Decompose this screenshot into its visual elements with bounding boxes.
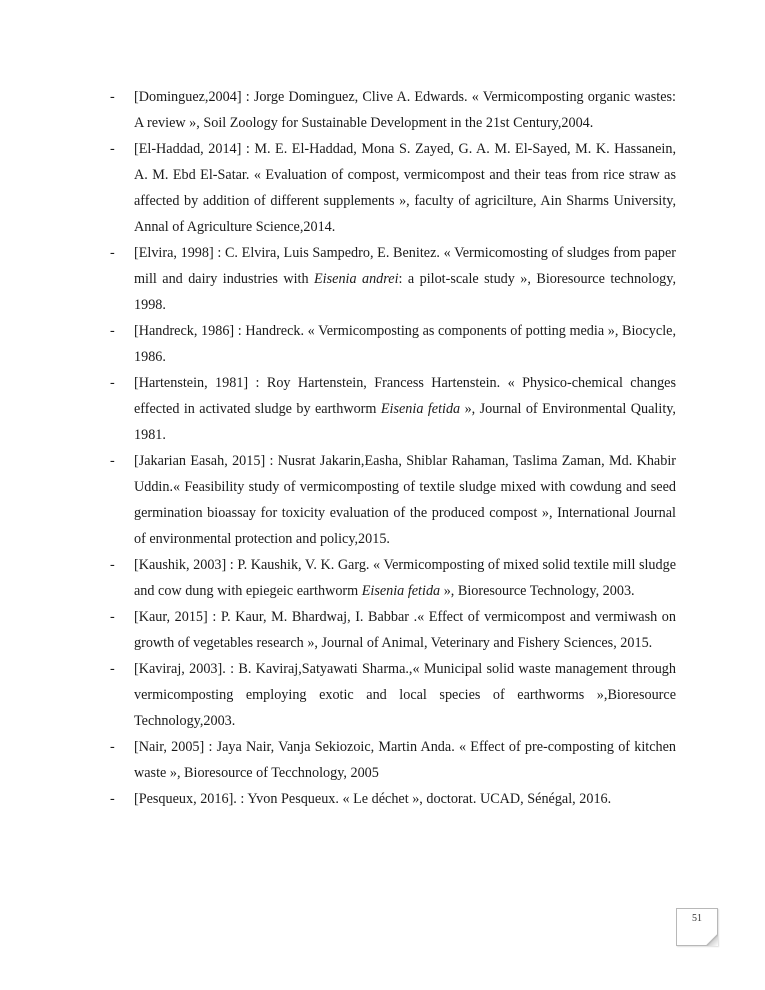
reference-text: [Elvira, 1998] : C. Elvira, Luis Sampedro, E. Benitez. « Vermicomosting of sludges from paper mill and dairy industries with [134, 245, 676, 287]
list-bullet: - [110, 323, 115, 339]
reference-item [110, 552, 676, 604]
reference-text: [Nair, 2005] : Jaya Nair, Vanja Sekiozoic, Martin Anda. « Effect of pre-composting of kitchen waste », Bioresource of Tecchnology, 2005 [134, 739, 676, 781]
reference-item [110, 318, 676, 370]
list-bullet: - [110, 453, 115, 469]
reference-text: [El-Haddad, 2014] : M. E. El-Haddad, Mona S. Zayed, G. A. M. El-Sayed, M. K. Hassanein, A. M. Ebd El-Satar. « Evaluation of compost, vermicompost and their teas from rice straw as affected by addition of different supplements », faculty of agricilture, Ain Sharms University, Annal of Agriculture Science,2014. [134, 141, 676, 235]
species-name-italic: Eisenia fetida [361, 583, 441, 599]
reference-text: [Hartenstein, 1981] : Roy Hartenstein, Francess Hartenstein. « Physico-chemical changes effected in activated sludge by earthworm [134, 375, 676, 417]
list-bullet: - [110, 89, 115, 105]
reference-text: [Jakarian Easah, 2015] : Nusrat Jakarin,Easha, Shiblar Rahaman, Taslima Zaman, Md. Khabir Uddin.« Feasibility study of vermicomposting of textile sludge mixed with cowdung and seed germination bioassay for toxicity evaluation of the produced compost », International Journal of environmental protection and policy,2015. [134, 453, 676, 547]
page-curl-decoration [706, 934, 718, 946]
page-number: 51 [692, 913, 702, 924]
list-bullet: - [110, 245, 115, 261]
list-bullet: - [110, 557, 115, 573]
reference-item [110, 240, 676, 318]
species-name-italic: Eisenia andrei [314, 271, 399, 287]
reference-text: [Pesqueux, 2016]. : Yvon Pesqueux. « Le déchet », doctorat. UCAD, Sénégal, 2016. [134, 791, 612, 807]
species-name-italic: Eisenia fetida [380, 401, 461, 417]
reference-text: [Handreck, 1986] : Handreck. « Vermicomposting as components of potting media », Biocycle, 1986. [134, 323, 676, 365]
reference-item [110, 448, 676, 552]
reference-item [110, 734, 676, 786]
reference-item [110, 136, 676, 240]
reference-item [110, 370, 676, 448]
list-bullet: - [110, 375, 115, 391]
reference-text: : a pilot-scale study », Bioresource technology, 1998. [134, 271, 676, 313]
list-bullet: - [110, 661, 115, 677]
reference-list [110, 84, 676, 812]
reference-text: », Bioresource Technology, 2003. [440, 583, 635, 599]
reference-text: [Dominguez,2004] : Jorge Dominguez, Clive A. Edwards. « Vermicomposting organic wastes: A review », Soil Zoology for Sustainable Development in the 21st Century,2004. [134, 89, 676, 131]
reference-text: », Journal of Environmental Quality, 1981. [134, 401, 676, 443]
reference-item [110, 604, 676, 656]
page-number-box [676, 908, 718, 946]
reference-text: [Kaur, 2015] : P. Kaur, M. Bhardwaj, I. Babbar .« Effect of vermicompost and vermiwash on growth of vegetables research », Journal of Animal, Veterinary and Fishery Sciences, 2015. [134, 609, 676, 651]
list-bullet: - [110, 609, 115, 625]
list-bullet: - [110, 791, 115, 807]
reference-item [110, 84, 676, 136]
list-bullet: - [110, 739, 115, 755]
reference-text: [Kaviraj, 2003]. : B. Kaviraj,Satyawati Sharma.,« Municipal solid waste management through vermicomposting employing exotic and local species of earthworms »,Bioresource Technology,2003. [134, 661, 676, 729]
reference-text: [Kaushik, 2003] : P. Kaushik, V. K. Garg. « Vermicomposting of mixed solid textile mill sludge and cow dung with epiegeic earthworm [134, 557, 676, 599]
reference-item [110, 786, 676, 812]
list-bullet: - [110, 141, 115, 157]
reference-item [110, 656, 676, 734]
